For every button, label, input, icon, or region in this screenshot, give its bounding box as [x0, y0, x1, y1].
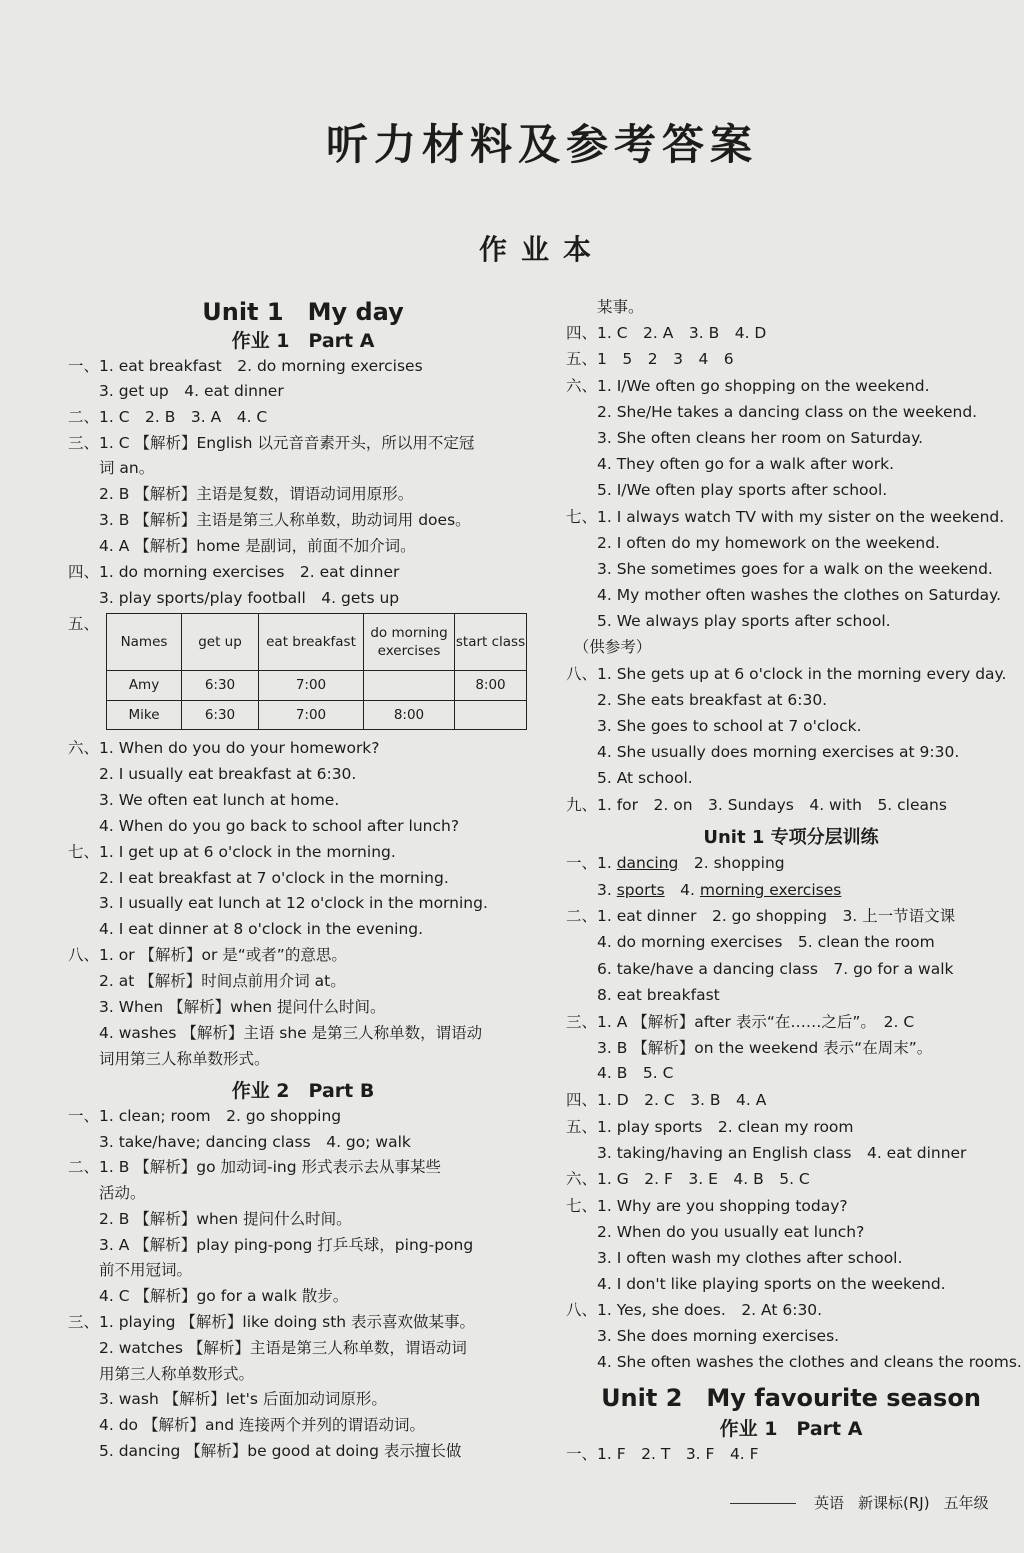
table-header: start class: [455, 614, 527, 671]
answer-line: 用第三人称单数形式。: [68, 1365, 255, 1383]
answer-line: 3. B 【解析】主语是第三人称单数，助动词用 does。: [68, 511, 471, 529]
answer-line: 4. When do you go back to school after lunch?: [68, 817, 460, 835]
answer-line: 4. A 【解析】home 是副词，前面不加介词。: [68, 537, 416, 555]
table-cell: Amy: [107, 671, 182, 700]
answer-line: 4. She usually does morning exercises at 9:30.: [566, 743, 960, 761]
footer-subject: 英语: [814, 1494, 845, 1512]
answer-line: 3. B 【解析】on the weekend 表示“在周末”。: [566, 1039, 933, 1057]
unit1-special-title: Unit 1 专项分层训练: [703, 827, 879, 848]
answer-line: 3. I usually eat lunch at 12 o'clock in the morning.: [68, 894, 488, 912]
answer-line: 4. My mother often washes the clothes on Saturday.: [566, 586, 1002, 604]
answer-line: 前不用冠词。: [68, 1261, 193, 1279]
answer-line: 词用第三人称单数形式。: [68, 1050, 270, 1068]
answer-line: 2. B 【解析】主语是复数，谓语动词用原形。: [68, 485, 414, 503]
table-row: [107, 700, 527, 729]
footer-grade: 五年级: [943, 1494, 989, 1512]
answer-line: 4. C 【解析】go for a walk 散步。: [68, 1287, 349, 1305]
answer-line: 三、1. A 【解析】after 表示“在……之后”。 2. C: [566, 1013, 915, 1031]
answer-line: 6. take/have a dancing class 7. go for a walk: [566, 960, 954, 978]
answer-number: 3.: [566, 881, 617, 899]
table-header: do morning exercises: [364, 614, 455, 671]
answer-line: 七、1. I get up at 6 o'clock in the morning.: [68, 843, 396, 861]
table-row: [107, 671, 527, 700]
answer-line: 六、1. I/We often go shopping on the weekend.: [566, 377, 930, 395]
answer-number: 一、1.: [566, 854, 617, 872]
answer-text: 4.: [664, 881, 700, 899]
answer-line: 二、1. B 【解析】go 加动词-ing 形式表示去从事某些: [68, 1158, 442, 1176]
answer-line: 3. When 【解析】when 提问什么时间。: [68, 998, 386, 1016]
answer-line: 3. play sports/play football 4. gets up: [68, 589, 400, 607]
answer-line: 词 an。: [68, 459, 155, 477]
table-cell: Mike: [107, 700, 182, 729]
answer-line: 4. I eat dinner at 8 o'clock in the evening.: [68, 920, 424, 938]
sub-title: 作业本: [478, 233, 605, 266]
answer-line: 四、1. do morning exercises 2. eat dinner: [68, 563, 400, 581]
table-cell: 8:00: [455, 671, 527, 700]
answer-line: 2. I often do my homework on the weekend.: [566, 534, 940, 552]
answer-line: 2. She eats breakfast at 6:30.: [566, 691, 828, 709]
answer-line: 二、1. eat dinner 2. go shopping 3. 上一节语文课: [566, 907, 956, 925]
table-cell: 6:30: [182, 671, 259, 700]
answer-line: 4. do morning exercises 5. clean the room: [566, 933, 935, 951]
unit1-title: Unit 1 My day: [202, 298, 404, 326]
footer-rule: [730, 1503, 796, 1504]
answer-line: 3. She does morning exercises.: [566, 1327, 840, 1345]
answer-line: 4. They often go for a walk after work.: [566, 455, 895, 473]
table-header: Names: [107, 614, 182, 671]
answer-line: 四、1. C 2. A 3. B 4. D: [566, 324, 767, 342]
table-header-row: [107, 614, 527, 671]
answer-line: 5. We always play sports after school.: [566, 612, 891, 630]
answer-line: 3. She often cleans her room on Saturday.: [566, 429, 924, 447]
table-cell: 6:30: [182, 700, 259, 729]
part-a-title: 作业 1 Part A: [231, 330, 375, 352]
answer-line: 某事。: [566, 298, 644, 316]
question-five-label: 五、: [68, 615, 100, 633]
answer-line: [566, 853, 785, 873]
answer-line: 2. I usually eat breakfast at 6:30.: [68, 765, 357, 783]
underlined-answer: morning exercises: [699, 881, 842, 899]
table-cell: 7:00: [259, 700, 364, 729]
answer-line: 一、1. F 2. T 3. F 4. F: [566, 1445, 759, 1463]
answer-line: 2. B 【解析】when 提问什么时间。: [68, 1210, 352, 1228]
answer-line: 七、1. Why are you shopping today?: [566, 1197, 848, 1215]
answer-line: 八、1. Yes, she does. 2. At 6:30.: [566, 1301, 823, 1319]
answer-line: 一、1. eat breakfast 2. do morning exercises: [68, 357, 423, 375]
answer-line: 2. watches 【解析】主语是第三人称单数，谓语动词: [68, 1339, 467, 1357]
answer-line: 四、1. D 2. C 3. B 4. A: [566, 1091, 767, 1109]
answer-line: 2. at 【解析】时间点前用介词 at。: [68, 972, 346, 990]
page-title: 听力材料及参考答案: [325, 120, 758, 169]
answer-line: 3. A 【解析】play ping-pong 打乒乓球，ping-pong: [68, 1236, 474, 1254]
table-cell: [364, 671, 455, 700]
answer-line: 5. dancing 【解析】be good at doing 表示擅长做: [68, 1442, 462, 1460]
answer-line: 5. At school.: [566, 769, 693, 787]
answer-line: 七、1. I always watch TV with my sister on the weekend.: [566, 508, 1005, 526]
answer-line: 五、1. play sports 2. clean my room: [566, 1118, 854, 1136]
answer-line: 2. She/He takes a dancing class on the weekend.: [566, 403, 978, 421]
answer-line: 六、1. When do you do your homework?: [68, 739, 380, 757]
answer-line: 八、1. She gets up at 6 o'clock in the morning every day.: [566, 665, 1007, 683]
answer-line: 九、1. for 2. on 3. Sundays 4. with 5. cleans: [566, 796, 947, 814]
answer-line: 3. She goes to school at 7 o'clock.: [566, 717, 862, 735]
schedule-table: [106, 613, 527, 730]
answer-line: 8. eat breakfast: [566, 986, 720, 1004]
unit2-title: Unit 2 My favourite season: [601, 1384, 981, 1412]
table-cell: [455, 700, 527, 729]
answer-line: 2. When do you usually eat lunch?: [566, 1223, 865, 1241]
answer-line: 3. I often wash my clothes after school.: [566, 1249, 903, 1267]
table-header: get up: [182, 614, 259, 671]
answer-text: 2. shopping: [678, 854, 785, 872]
answer-line: （供参考）: [566, 638, 652, 656]
answer-line: 六、1. G 2. F 3. E 4. B 5. C: [566, 1170, 810, 1188]
answer-line: 3. get up 4. eat dinner: [68, 382, 284, 400]
page-footer: [730, 1492, 1003, 1513]
answer-line: 3. We often eat lunch at home.: [68, 791, 340, 809]
table-cell: 8:00: [364, 700, 455, 729]
answer-line: 五、1 5 2 3 4 6: [566, 350, 734, 368]
answer-line: 三、1. C 【解析】English 以元音音素开头，所以用不定冠: [68, 434, 475, 452]
answer-line: 3. taking/having an English class 4. eat dinner: [566, 1144, 967, 1162]
answer-line: 5. I/We often play sports after school.: [566, 481, 888, 499]
footer-edition: 新课标(RJ): [858, 1494, 930, 1512]
answer-line: 一、1. clean; room 2. go shopping: [68, 1107, 342, 1125]
answer-line: 4. I don't like playing sports on the weekend.: [566, 1275, 946, 1293]
answer-line: 八、1. or 【解析】or 是“或者”的意思。: [68, 946, 347, 964]
answer-line: 4. B 5. C: [566, 1064, 674, 1082]
answer-line: 3. wash 【解析】let's 后面加动词原形。: [68, 1390, 387, 1408]
answer-line: 活动。: [68, 1184, 146, 1202]
answer-line: 3. She sometimes goes for a walk on the weekend.: [566, 560, 993, 578]
underlined-answer: sports: [616, 881, 665, 899]
answer-line: 4. She often washes the clothes and cleans the rooms.: [566, 1353, 1022, 1371]
table-header: eat breakfast: [259, 614, 364, 671]
table-cell: 7:00: [259, 671, 364, 700]
answer-line: 4. do 【解析】and 连接两个并列的谓语动词。: [68, 1416, 426, 1434]
answer-line: 二、1. C 2. B 3. A 4. C: [68, 408, 268, 426]
part-b-title: 作业 2 Part B: [231, 1080, 375, 1102]
answer-line: 2. I eat breakfast at 7 o'clock in the morning.: [68, 869, 449, 887]
unit2-part-a-title: 作业 1 Part A: [719, 1418, 863, 1440]
underlined-answer: dancing: [616, 854, 679, 872]
answer-line: 三、1. playing 【解析】like doing sth 表示喜欢做某事。: [68, 1313, 476, 1331]
answer-line: [566, 880, 841, 900]
answer-line: 4. washes 【解析】主语 she 是第三人称单数，谓语动: [68, 1024, 483, 1042]
answer-line: 3. take/have; dancing class 4. go; walk: [68, 1133, 411, 1151]
